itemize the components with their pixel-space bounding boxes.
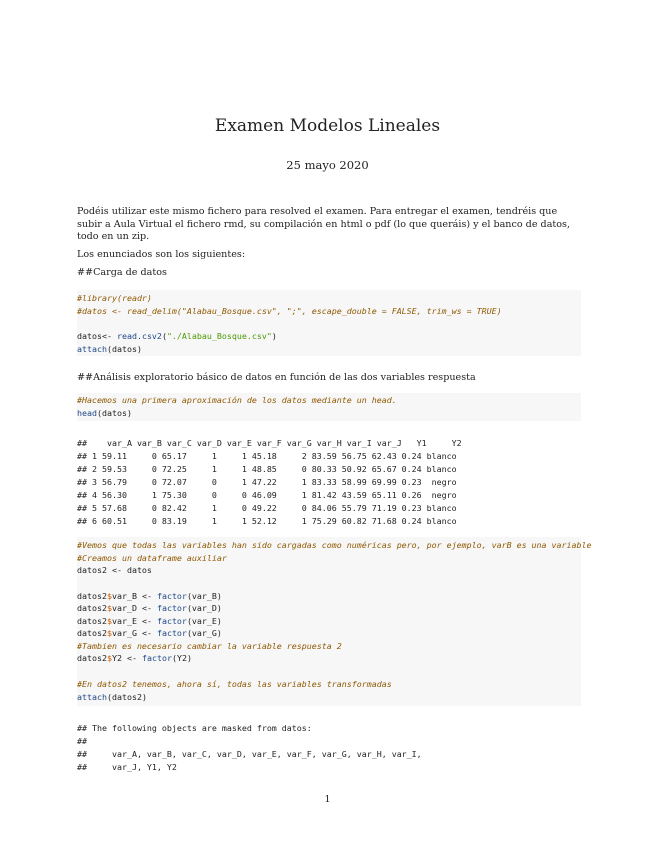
output-line: ## 2 59.53 0 72.25 1 1 48.85 0 80.33 50.92 65.67 0.24 blanco <box>77 464 457 474</box>
code-comment: #Tambien es necesario cambiar la variable respuesta 2 <box>77 640 342 651</box>
output-line: ## The following objects are masked from datos: <box>77 723 312 733</box>
code-line: datos2$var_D <- factor(var_D) <box>77 603 222 613</box>
output-line: ## var_A var_B var_C var_D var_E var_F var_G var_H var_I var_J Y1 Y2 <box>77 438 462 448</box>
document-date: 25 mayo 2020 <box>286 158 369 172</box>
code-comment: #Hacemos una primera aproximación de los datos mediante un head. <box>77 395 397 405</box>
output-line: ## 5 57.68 0 82.42 1 0 49.22 0 84.06 55.79 71.19 0.23 blanco <box>77 503 457 513</box>
output-line: ## var_A, var_B, var_C, var_D, var_E, var_F, var_G, var_H, var_I, <box>77 749 422 759</box>
code-line: attach(datos2) <box>77 691 147 702</box>
code-line: datos2$var_E <- factor(var_E) <box>77 615 222 626</box>
code-comment: #Creamos un dataframe auxiliar <box>77 552 227 563</box>
heading-analisis: ##Análisis exploratorio básico de datos en función de las dos variables respuesta <box>77 372 476 383</box>
code-line: head(datos) <box>77 407 132 418</box>
code-comment: #datos <- read_delim("Alabau_Bosque.csv", ";", escape_double = FALSE, trim_ws = TRUE) <box>77 305 502 316</box>
output-line: ## 4 56.30 1 75.30 0 0 46.09 1 81.42 43.59 65.11 0.26 negro <box>77 490 457 500</box>
output-line: ## 3 56.79 0 72.07 0 1 47.22 1 83.33 58.99 69.99 0.23 negro <box>77 477 457 487</box>
code-comment: #library(readr) <box>77 293 152 303</box>
enunciados-paragraph: Los enunciados son los siguientes: <box>77 249 246 260</box>
heading-carga-datos: ##Carga de datos <box>77 267 167 278</box>
code-line: datos2 <- datos <box>77 565 152 575</box>
code-line: datos2$var_G <- factor(var_G) <box>77 628 222 638</box>
output-line: ## 1 59.11 0 65.17 1 1 45.18 2 83.59 56.75 62.43 0.24 blanco <box>77 451 457 461</box>
output-line: ## 6 60.51 0 83.19 1 1 52.12 1 75.29 60.82 71.68 0.24 blanco <box>77 516 457 526</box>
code-block-factores <box>77 537 592 706</box>
code-line: attach(datos) <box>77 343 142 354</box>
code-block-head <box>77 393 581 421</box>
code-comment: #En datos2 tenemos, ahora sí, todas las variables transformadas <box>77 679 392 689</box>
document-title: Examen Modelos Lineales <box>214 116 441 136</box>
output-line: ## var_J, Y1, Y2 <box>77 762 177 772</box>
code-block-carga <box>77 290 581 356</box>
code-line: datos2$var_B <- factor(var_B) <box>77 590 222 601</box>
code-comment: #Vemos que todas las variables han sido cargadas como numéricas pero, por ejemplo, varB es una variable <box>77 540 592 550</box>
page-number: 1 <box>324 794 331 805</box>
intro-paragraph: Podéis utilizar este mismo fichero para resolved el examen. Para entregar el examen, tendréis que subir a Aula Virtual el fichero rmd, su compilación en html o pdf (lo que queráis) y el banco de datos, todo en un zip. <box>77 206 571 242</box>
code-line: datos2$Y2 <- factor(Y2) <box>77 653 192 663</box>
code-line: datos<- read.csv2("./Alabau_Bosque.csv") <box>77 331 277 341</box>
output-line: ## <box>77 736 87 746</box>
